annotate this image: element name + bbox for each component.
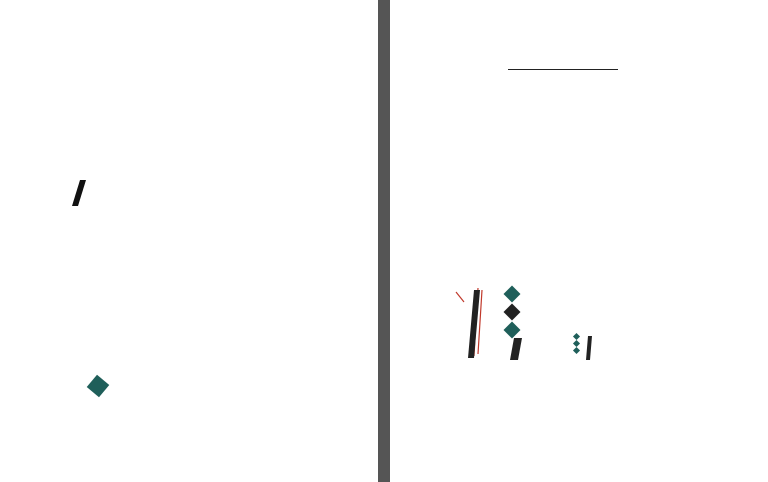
dot-guide-3 [504, 322, 521, 339]
right-page [390, 0, 768, 482]
small-guide-dots [573, 333, 580, 354]
alef-big [510, 338, 522, 360]
page-gutter [378, 0, 390, 482]
large-dot-square [87, 375, 110, 398]
alef-figure [448, 282, 738, 366]
baseline-rule [508, 69, 618, 70]
large-pen-stroke [72, 180, 86, 206]
dot-squares-figure [84, 370, 314, 404]
dot-guide-2 [504, 304, 521, 321]
pen-strokes-figure [66, 174, 312, 210]
alef-medium [586, 336, 592, 360]
dot-guide-1 [504, 286, 521, 303]
left-page [0, 0, 378, 482]
